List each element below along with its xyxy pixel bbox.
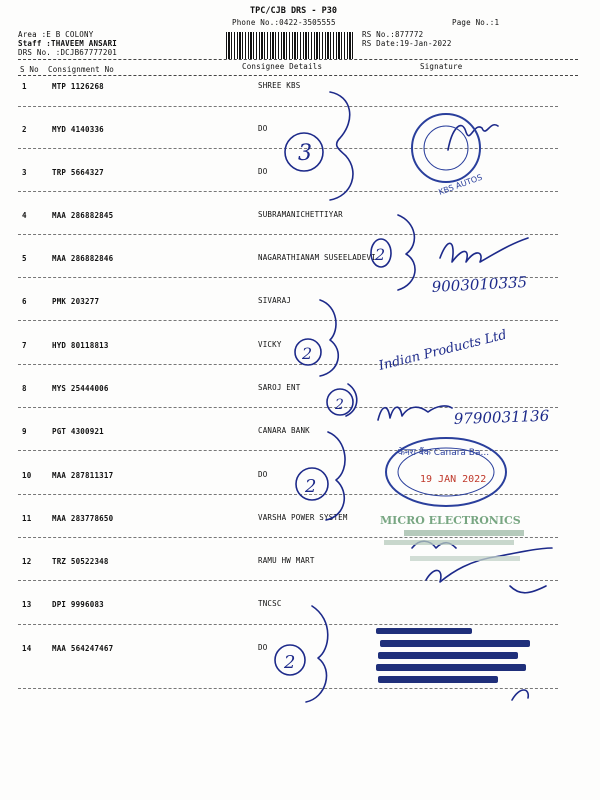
row-consignee: DO <box>258 124 268 133</box>
handwritten-phone: 9003010335 <box>431 273 528 296</box>
header-divider-top <box>18 59 578 60</box>
signature <box>426 548 552 582</box>
row-consignee: SHREE KBS <box>258 81 301 90</box>
col-sno-header: S No <box>20 65 39 74</box>
signature <box>440 238 528 262</box>
row-consignment: MAA 283778650 <box>52 514 114 523</box>
rs-date: RS Date:19-Jan-2022 <box>362 39 452 48</box>
row-divider <box>18 277 558 278</box>
row-consignment: DPI 9996083 <box>52 600 104 609</box>
bracket-mark <box>330 92 353 200</box>
row-consignee: VICKY <box>258 340 282 349</box>
rs-number: RS No.:877772 <box>362 30 424 39</box>
row-consignee: NAGARATHIANAM SUSEELADEVI <box>258 253 376 262</box>
row-sno: 1 <box>22 82 27 91</box>
row-sno: 6 <box>22 297 27 306</box>
row-divider <box>18 688 558 689</box>
stamp-text: MICRO ELECTRONICS <box>380 514 521 527</box>
staff-label: Staff :THAVEEM ANSARI <box>18 39 118 48</box>
row-divider <box>18 537 558 538</box>
kbs-stamp <box>412 114 483 197</box>
signature <box>510 586 546 593</box>
row-consignment: MAA 287811317 <box>52 471 114 480</box>
row-sno: 3 <box>22 168 27 177</box>
stamp-text: केनरा बैंक Canara Ba... <box>398 448 490 458</box>
row-divider <box>18 450 558 451</box>
signature <box>448 125 498 150</box>
count-circle <box>275 645 305 675</box>
col-consignment-header: Consignment No <box>48 65 115 74</box>
row-sno: 10 <box>22 471 32 480</box>
header-divider-bottom <box>18 75 578 76</box>
tncsc-stamp <box>376 628 530 683</box>
row-sno: 4 <box>22 211 27 220</box>
stamp-text: KBS AUTOS <box>437 172 484 197</box>
row-consignee: VARSHA POWER SYSTEM <box>258 513 348 522</box>
row-consignment: HYD 80118813 <box>52 341 109 350</box>
count-circle <box>295 339 321 365</box>
row-sno: 5 <box>22 254 27 263</box>
handwritten-count: 2 <box>375 245 386 264</box>
stamp-date: 19 JAN 2022 <box>420 474 487 485</box>
row-sno: 7 <box>22 341 27 350</box>
row-sno: 12 <box>22 557 32 566</box>
row-divider <box>18 191 558 192</box>
handwritten-count: 3 <box>298 141 312 166</box>
count-circle <box>327 389 353 415</box>
bracket-mark <box>346 384 357 416</box>
handwritten-count: 2 <box>284 652 296 673</box>
row-consignee: DO <box>258 643 268 652</box>
row-sno: 2 <box>22 125 27 134</box>
handwritten-phone: 9790031136 <box>453 406 550 428</box>
barcode <box>226 32 354 59</box>
row-divider <box>18 580 558 581</box>
signature <box>378 406 452 420</box>
signature <box>412 541 456 548</box>
col-consignee-header: Consignee Details <box>242 62 323 71</box>
row-divider <box>18 148 558 149</box>
row-consignment: TRP 5664327 <box>52 168 104 177</box>
row-consignment: MAA 286882845 <box>52 211 114 220</box>
row-sno: 13 <box>22 600 32 609</box>
row-sno: 14 <box>22 644 32 653</box>
row-divider <box>18 234 558 235</box>
handwritten-count: 2 <box>305 476 317 497</box>
row-consignee: DO <box>258 167 268 176</box>
row-sno: 11 <box>22 514 32 523</box>
row-consignee: RAMU HW MART <box>258 556 315 565</box>
row-divider <box>18 320 558 321</box>
row-consignee: SIVARAJ <box>258 296 292 305</box>
row-consignment: TRZ 50522348 <box>52 557 109 566</box>
signature <box>512 690 528 700</box>
row-divider <box>18 364 558 365</box>
row-consignment: MAA 286882846 <box>52 254 114 263</box>
row-sno: 8 <box>22 384 27 393</box>
handwritten-company: Indian Products Ltd <box>377 327 509 374</box>
row-consignment: PMK 203277 <box>52 297 100 306</box>
row-consignee: CANARA BANK <box>258 426 310 435</box>
row-divider <box>18 494 558 495</box>
sheet-title: TPC/CJB DRS - P30 <box>250 6 337 16</box>
row-consignment: MYS 25444006 <box>52 384 109 393</box>
row-consignment: MAA 564247467 <box>52 644 114 653</box>
bracket-mark <box>398 215 415 290</box>
row-consignee: DO <box>258 470 268 479</box>
row-divider <box>18 624 558 625</box>
handwritten-count: 2 <box>335 397 344 413</box>
phone-number: Phone No.:0422-3505555 <box>232 18 336 27</box>
row-divider <box>18 106 558 107</box>
drs-number: DRS No. :DCJB67777201 <box>18 48 118 57</box>
row-consignee: SAROJ ENT <box>258 383 301 392</box>
col-signature-header: Signature <box>420 62 463 71</box>
canara-bank-stamp <box>386 438 506 506</box>
row-consignee: TNCSC <box>258 599 282 608</box>
handwritten-count: 2 <box>302 344 313 363</box>
page-number: Page No.:1 <box>452 18 500 27</box>
row-consignee: SUBRAMANICHETTIYAR <box>258 210 343 219</box>
count-circle <box>296 468 328 500</box>
row-consignment: MTP 1126268 <box>52 82 104 91</box>
row-sno: 9 <box>22 427 27 436</box>
row-divider <box>18 407 558 408</box>
bracket-mark <box>326 432 345 520</box>
count-circle <box>285 133 323 171</box>
row-consignment: PGT 4300921 <box>52 427 104 436</box>
area-label: Area :E B COLONY <box>18 30 94 39</box>
row-consignment: MYD 4140336 <box>52 125 104 134</box>
